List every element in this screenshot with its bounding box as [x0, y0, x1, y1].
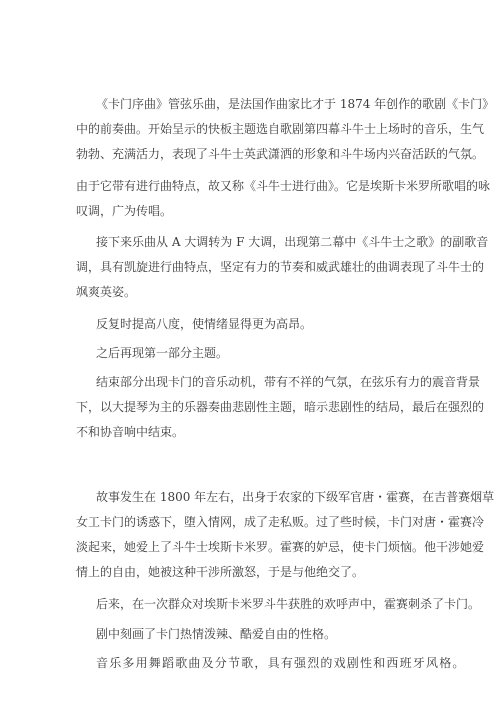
paragraph-line: 中的前奏曲。开始呈示的快板主题选自歌剧第四幕斗牛士上场时的音乐，生气	[76, 122, 485, 136]
paragraph-line: 不和协音响中结束。	[76, 425, 185, 439]
paragraph-line: 后来，在一次群众对埃斯卡米罗斗牛获胜的欢呼声中，霍赛刺杀了卡门。	[96, 597, 481, 611]
paragraph-line: 由于它带有进行曲特点，故又称《斗牛士进行曲》。它是埃斯卡米罗所歌唱的咏	[76, 179, 491, 193]
paragraph-line: 故事发生在 1800 年左右，出身于农家的下级军官唐・霍赛，在吉普赛烟草	[96, 490, 495, 504]
paragraph-line: 女工卡门的诱惑下，堕入情网，成了走私贩。过了些时候，卡门对唐・霍赛冷	[76, 515, 485, 529]
paragraph-line: 淡起来，她爱上了斗牛士埃斯卡米罗。霍赛的妒忌，使卡门烦恼。他干涉她爱	[76, 540, 485, 554]
paragraph-line: 音乐多用舞蹈歌曲及分节歌，具有强烈的戏剧性和西班牙风格。	[96, 656, 466, 670]
paragraph-line: 飒爽英姿。	[76, 285, 137, 299]
paragraph-line: 剧中刻画了卡门热情泼辣、酷爱自由的性格。	[96, 627, 337, 641]
paragraph-line: 勃勃、充满活力，表现了斗牛士英武潇洒的形象和斗牛场内兴奋活跃的气氛。	[76, 147, 485, 161]
paragraph-line: 结束部分出现卡门的音乐动机，带有不祥的气氛，在弦乐有力的震音背景	[96, 375, 481, 389]
paragraph-line: 《卡门序曲》管弦乐曲，是法国作曲家比才于 1874 年创作的歌剧《卡门》	[96, 97, 495, 111]
paragraph-line: 反复时提高八度，使情绪显得更为高昂。	[96, 317, 313, 331]
paragraph-line: 调，具有凯旋进行曲特点，坚定有力的节奏和威武雄壮的曲调表现了斗牛士的	[76, 260, 485, 274]
paragraph-line: 接下来乐曲从 A 大调转为 F 大调，出现第二幕中《斗牛士之歌》的副歌音	[96, 235, 489, 249]
paragraph-line: 下，以大提琴为主的乐器奏曲悲剧性主题，暗示悲剧性的结局，最后在强烈的	[76, 400, 485, 414]
paragraph-line: 叹调，广为传唱。	[76, 204, 173, 218]
paragraph-line: 情上的自由，她被这种干涉所激怒，于是与他绝交了。	[76, 565, 365, 579]
paragraph-line: 之后再现第一部分主题。	[96, 346, 229, 360]
